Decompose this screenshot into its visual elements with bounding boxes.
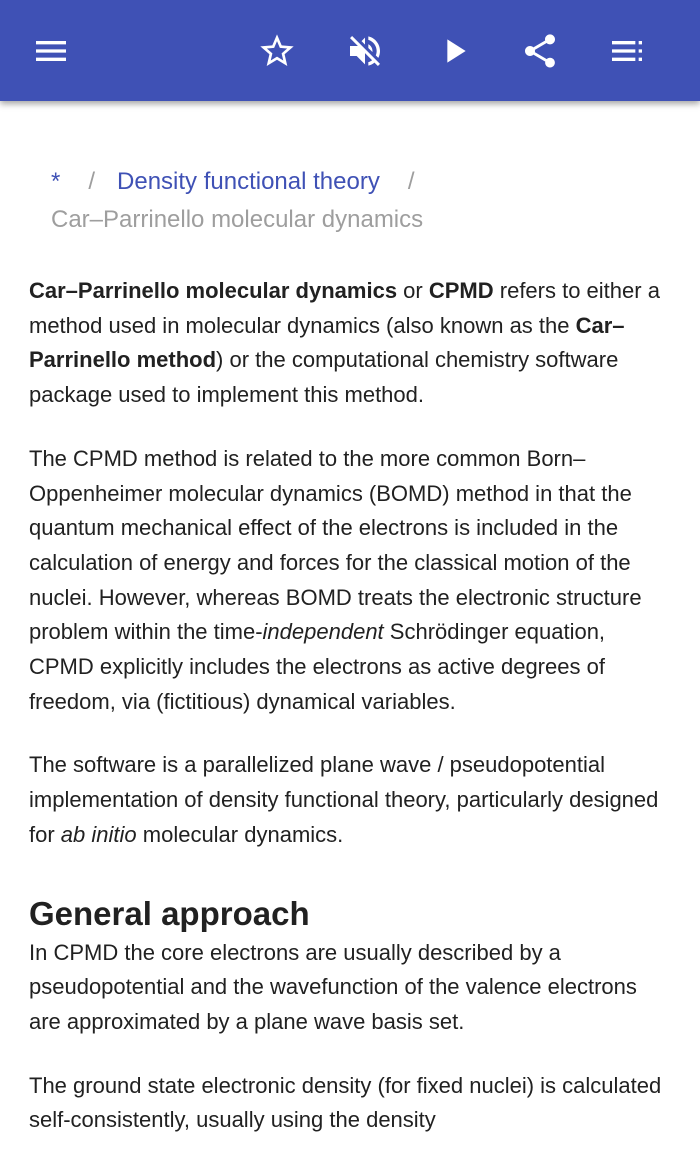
mute-button[interactable] — [337, 23, 393, 79]
volume-off-icon — [345, 31, 385, 71]
article-content — [29, 101, 671, 1138]
table-of-contents-button[interactable] — [599, 23, 655, 79]
bookmark-button[interactable] — [249, 23, 305, 79]
section-heading: General approach — [29, 894, 310, 932]
paragraph-core-electrons: In CPMD the core electrons are usually described by a pseudopotential and the wavefunction of the valence electrons are approximated by a plane wave basis set. — [29, 939, 637, 1034]
share-icon — [520, 31, 560, 71]
italic-term: ab initio — [60, 821, 137, 847]
menu-button[interactable] — [23, 23, 79, 79]
breadcrumb-separator: / — [407, 168, 415, 195]
paragraph-bomd: The CPMD method is related to the more common Born–Oppenheimer molecular dynamics (BOMD) method in that the quantum mechanical effect of the electrons is included in the calculation of energy and forces for the classical motion of the nuclei. However, whereas BOMD treats the electronic structure problem within the time-independent Schrödinger equation, CPMD explicitly includes the electrons as active degrees of freedom, via (fictitious) dynamical variables. — [29, 445, 642, 714]
app-bar — [0, 0, 700, 101]
play-button[interactable] — [426, 23, 482, 79]
breadcrumb-root-link[interactable]: * — [51, 168, 61, 195]
bold-term: CPMD — [428, 278, 494, 303]
bold-term: Car–Parrinello method — [29, 312, 625, 373]
paragraph-ground-state: The ground state electronic density (for fixed nuclei) is calculated self-consistently, usually using the density — [29, 1072, 662, 1133]
playlist-icon — [607, 31, 647, 71]
paragraph-intro: Car–Parrinello molecular dynamics or CPMD refers to either a method used in molecular dynamics (also known as the Car–Parrinello method) or the computational chemistry software package used to implement this method. — [29, 278, 660, 408]
italic-term: independent — [262, 619, 384, 645]
breadcrumb-separator: / — [88, 168, 96, 195]
play-icon — [434, 31, 474, 71]
breadcrumb — [51, 163, 671, 239]
paragraph-software: The software is a parallelized plane wave / pseudopotential implementation of density functional theory, particularly designed for ab initio molecular dynamics. — [29, 752, 659, 847]
bold-term: Car–Parrinello molecular dynamics — [29, 278, 398, 303]
star-icon — [257, 31, 297, 71]
breadcrumb-current: Car–Parrinello molecular dynamics — [51, 206, 424, 233]
menu-icon — [31, 31, 71, 71]
breadcrumb-parent-link[interactable]: Density functional theory — [117, 168, 380, 195]
share-button[interactable] — [512, 23, 568, 79]
